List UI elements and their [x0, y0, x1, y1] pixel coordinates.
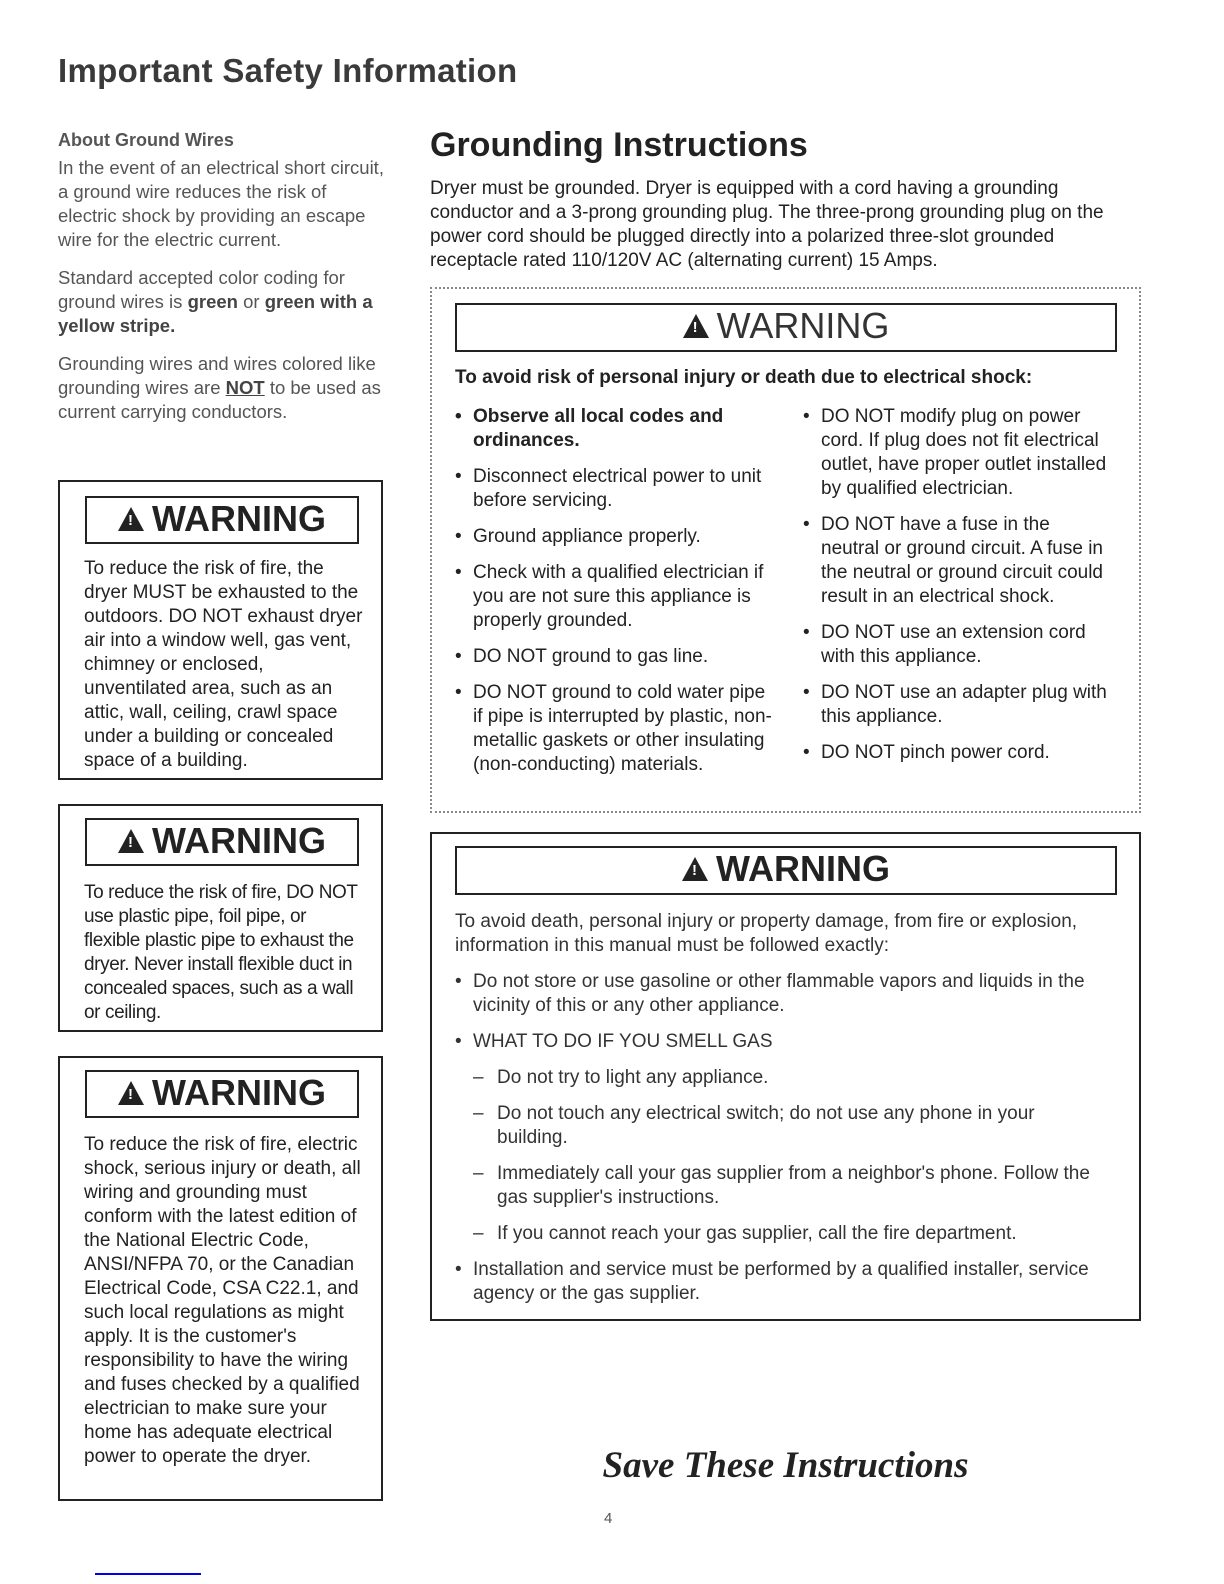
- list-item: • DO NOT use an extension cord with this appliance.: [803, 621, 1113, 669]
- list-item: • DO NOT have a fuse in the neutral or ground circuit. A fuse in the neutral or ground circuit could result in an electrical shock.: [803, 513, 1113, 609]
- text: Standard accepted color coding for ground wires is: [58, 267, 345, 312]
- warning-label: WARNING: [152, 820, 326, 861]
- paragraph: [58, 266, 388, 338]
- warning-triangle-icon: [118, 1081, 144, 1105]
- text: or: [237, 291, 265, 312]
- gas-list: [455, 970, 1095, 1054]
- list-item: • WHAT TO DO IF YOU SMELL GAS: [455, 1030, 1095, 1054]
- warning-label: WARNING: [716, 848, 890, 889]
- text: to be used as current carrying conductors.: [58, 377, 381, 422]
- list-item: • Check with a qualified electrician if you are not sure this appliance is properly grounded.: [455, 561, 775, 633]
- warning-triangle-icon: [118, 507, 144, 531]
- warning-label: WARNING: [716, 305, 890, 346]
- list-item: • Ground appliance properly.: [455, 525, 775, 549]
- warning-triangle-icon: [682, 857, 708, 881]
- paragraph: In the event of an electrical short circuit, a ground wire reduces the risk of electric shock by providing an escape wire for the electric current.: [58, 157, 384, 250]
- list-item: – Do not touch any electrical switch; do not use any phone in your building.: [455, 1102, 1095, 1150]
- gas-warning-content: [455, 910, 1095, 1318]
- grounding-warning-box: [430, 287, 1141, 813]
- gas-list: [455, 1258, 1095, 1306]
- warning-label: WARNING: [152, 498, 326, 539]
- text: green: [187, 291, 238, 312]
- grounding-body: Dryer must be grounded. Dryer is equipped with a cord having a grounding conductor and a 3-prong grounding plug. The three-prong grounding plug on the power cord should be plugged directly into a polarized three-slot grounded receptacle rated 110/120V AC (alternating current) 15 Amps.: [430, 178, 1104, 271]
- list-item: – Immediately call your gas supplier from a neighbor's phone. Follow the gas supplier's instructions.: [455, 1162, 1095, 1210]
- gas-sub-list: [455, 1066, 1095, 1246]
- page-title: Important Safety Information: [58, 52, 518, 89]
- list-item: • DO NOT pinch power cord.: [803, 741, 1113, 765]
- footer-line: [95, 1573, 201, 1575]
- list-item: • DO NOT ground to gas line.: [455, 645, 775, 669]
- warning-triangle-icon: [683, 314, 709, 338]
- text: NOT: [225, 377, 265, 398]
- list-item: • Installation and service must be performed by a qualified installer, service agency or the gas supplier.: [455, 1258, 1095, 1306]
- about-ground-wires: [58, 128, 388, 438]
- list-item: • Do not store or use gasoline or other flammable vapors and liquids in the vicinity of this or any other appliance.: [455, 970, 1095, 1018]
- warning-triangle-icon: [118, 829, 144, 853]
- warning-header: [455, 303, 1117, 352]
- warning-text: To reduce the risk of fire, electric shock, serious injury or death, all wiring and grounding must conform with the latest edition of the National Electric Code, ANSI/NFPA 70, or the Canadian Electrical Code, CSA C22.1, and such local regulations as might apply. It is the customer's responsibility to have the wiring and fuses checked by a qualified electrician to make sure your home has adequate electrical power to operate the dryer.: [84, 1134, 361, 1467]
- paragraph: [58, 352, 388, 424]
- grounding-left-list: [455, 405, 775, 789]
- warning-box-exhaust: [58, 480, 383, 780]
- warning-text: To reduce the risk of fire, the dryer MUST be exhausted to the outdoors. DO NOT exhaust dryer air into a window well, gas vent, chimney or enclosed, unventilated area, such as an attic, wall, ceiling, crawl space under a building or concealed space of a building.: [84, 558, 363, 771]
- save-instructions: Save These Instructions: [602, 1445, 969, 1486]
- grounding-right-list: [803, 405, 1113, 777]
- warning-text: To reduce the risk of fire, DO NOT use plastic pipe, foil pipe, or flexible plastic pipe to exhaust the dryer. Never install flexible duct in concealed spaces, such as a wall or ceiling.: [84, 882, 358, 1023]
- warning-header: [85, 496, 359, 544]
- page-number: 4: [604, 1510, 613, 1527]
- list-item: • DO NOT modify plug on power cord. If plug does not fit electrical outlet, have proper outlet installed by qualified electrician.: [803, 405, 1113, 501]
- list-item: • Disconnect electrical power to unit before servicing.: [455, 465, 775, 513]
- list-item: • Observe all local codes and ordinances.: [455, 405, 775, 453]
- warning-lead: To avoid risk of personal injury or death due to electrical shock:: [455, 367, 1033, 388]
- list-item: – If you cannot reach your gas supplier, call the fire department.: [455, 1222, 1095, 1246]
- list-item: • DO NOT use an adapter plug with this appliance.: [803, 681, 1113, 729]
- warning-header: [455, 846, 1117, 895]
- gas-warning-box: [430, 832, 1141, 1321]
- section-heading: About Ground Wires: [58, 130, 234, 150]
- grounding-heading: Grounding Instructions: [430, 126, 808, 164]
- warning-header: [85, 818, 359, 866]
- warning-header: [85, 1070, 359, 1118]
- list-item: • DO NOT ground to cold water pipe if pipe is interrupted by plastic, non-metallic gaskets or other insulating (non-conducting) materials.: [455, 681, 775, 777]
- text: green with a yellow stripe.: [58, 291, 373, 336]
- warning-label: WARNING: [152, 1072, 326, 1113]
- warning-lead: To avoid death, personal injury or property damage, from fire or explosion, information in this manual must be followed exactly:: [455, 911, 1078, 956]
- warning-box-pipe: [58, 804, 383, 1032]
- list-item: – Do not try to light any appliance.: [455, 1066, 1095, 1090]
- text: Grounding wires and wires colored like grounding wires are: [58, 353, 376, 398]
- warning-box-wiring: [58, 1056, 383, 1501]
